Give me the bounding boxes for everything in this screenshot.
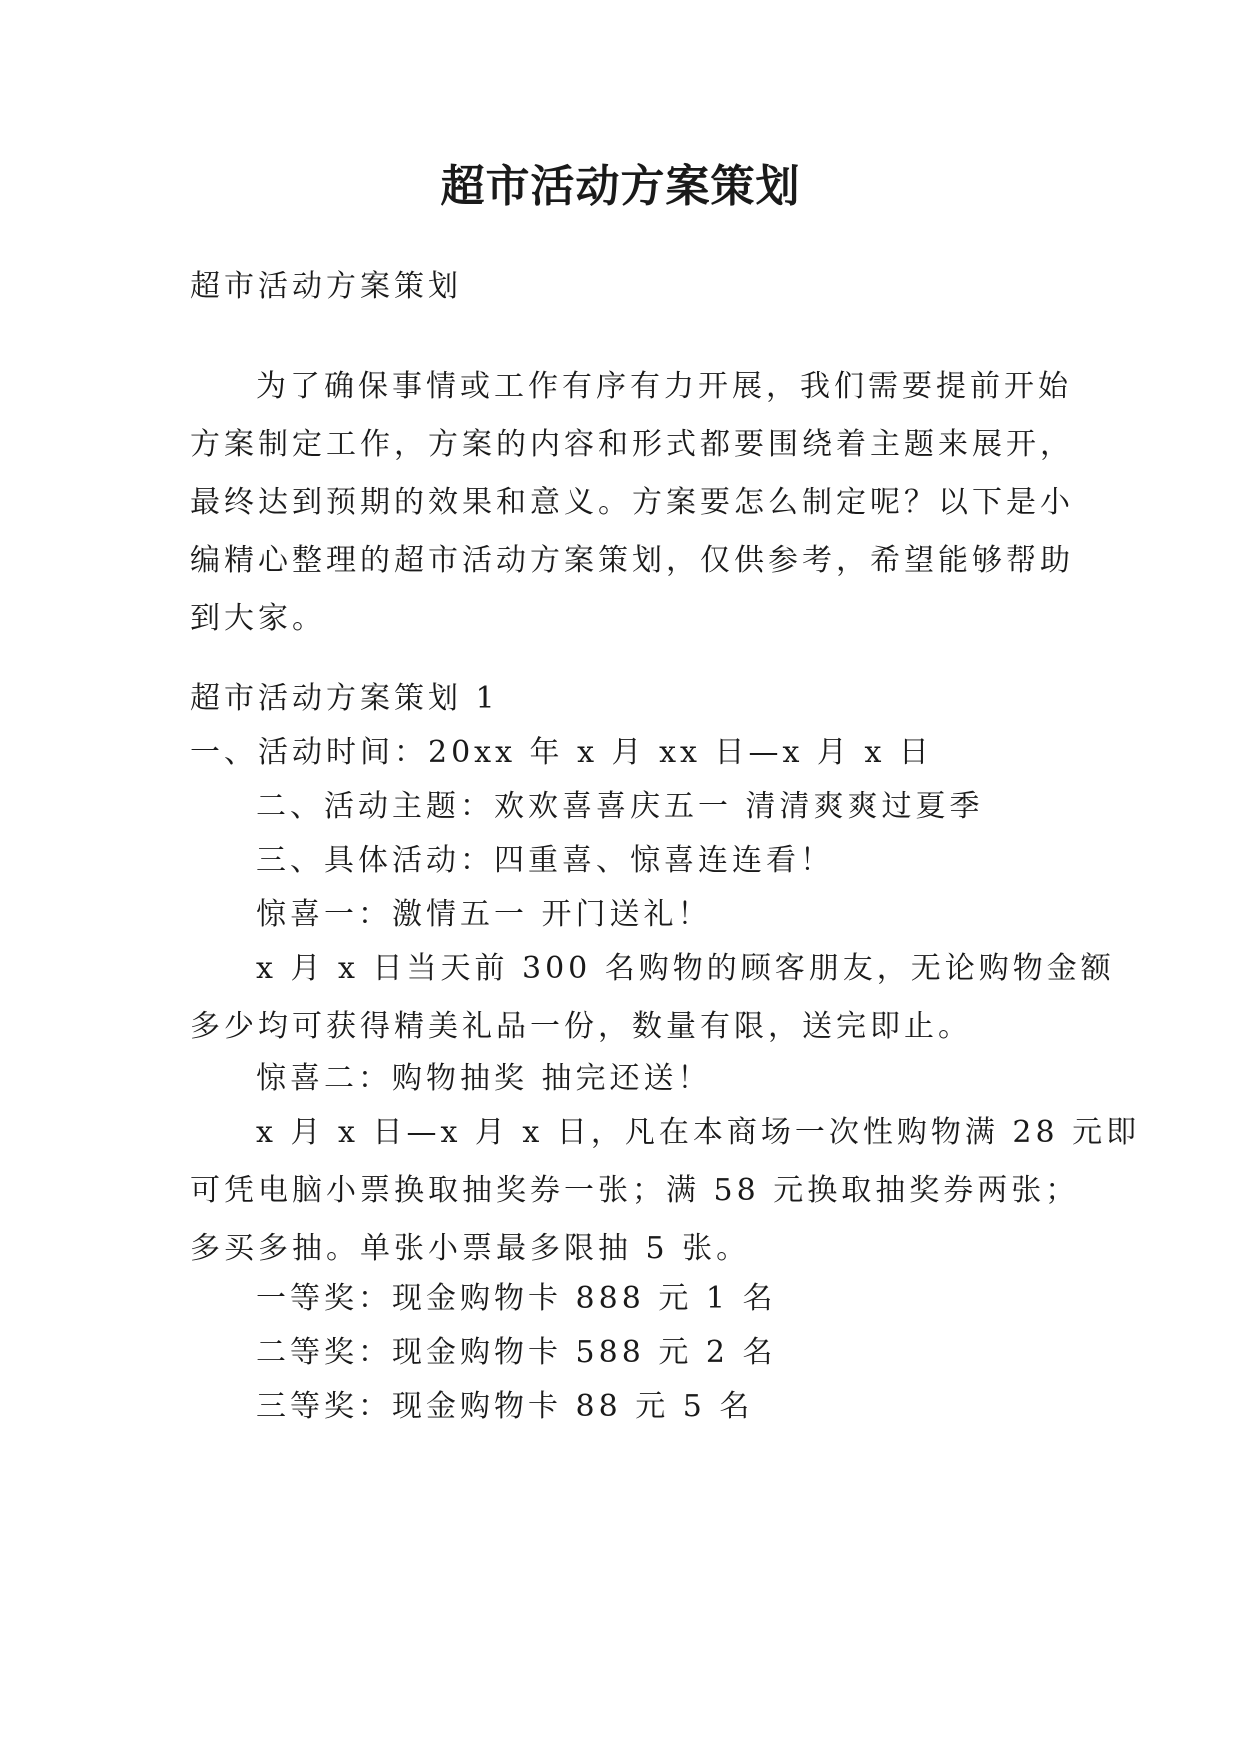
- item-activity: 三、具体活动：四重喜、惊喜连连看！: [256, 843, 834, 878]
- intro-paragraph: [190, 358, 1074, 648]
- item-theme: 二、活动主题：欢欢喜喜庆五一 清清爽爽过夏季: [256, 789, 984, 824]
- surprise1-line: x 月 x 日当天前 300 名购物的顾客朋友，无论购物金额: [256, 951, 1115, 986]
- intro-line: 最终达到预期的效果和意义。方案要怎么制定呢？以下是小: [190, 485, 1074, 520]
- surprise2-paragraph: [190, 1104, 1141, 1278]
- surprise2-line: 多买多抽。单张小票最多限抽 5 张。: [190, 1231, 751, 1266]
- surprise2-title: 惊喜二：购物抽奖 抽完还送！: [256, 1061, 712, 1096]
- document-title: 超市活动方案策划: [440, 161, 801, 212]
- surprise1-title: 惊喜一：激情五一 开门送礼！: [256, 897, 712, 932]
- surprise2-line: 可凭电脑小票换取抽奖券一张；满 58 元换取抽奖券两张；: [190, 1173, 1080, 1208]
- prize-first: 一等奖：现金购物卡 888 元 1 名: [256, 1281, 777, 1316]
- intro-line: 编精心整理的超市活动方案策划，仅供参考，希望能够帮助: [190, 543, 1074, 578]
- surprise1-paragraph: [190, 940, 1115, 1056]
- prize-second: 二等奖：现金购物卡 588 元 2 名: [256, 1335, 777, 1370]
- intro-line: 为了确保事情或工作有序有力开展，我们需要提前开始: [256, 369, 1072, 404]
- intro-line: 到大家。: [190, 601, 326, 636]
- surprise2-line: x 月 x 日—x 月 x 日，凡在本商场一次性购物满 28 元即: [256, 1115, 1141, 1150]
- item-time: 一、活动时间：20xx 年 x 月 xx 日—x 月 x 日: [190, 735, 933, 770]
- surprise1-line: 多少均可获得精美礼品一份，数量有限，送完即止。: [190, 1009, 972, 1044]
- prize-third: 三等奖：现金购物卡 88 元 5 名: [256, 1389, 754, 1424]
- intro-line: 方案制定工作，方案的内容和形式都要围绕着主题来展开，: [190, 427, 1074, 462]
- document-subtitle: 超市活动方案策划: [190, 269, 462, 304]
- section-title: 超市活动方案策划 1: [190, 681, 499, 716]
